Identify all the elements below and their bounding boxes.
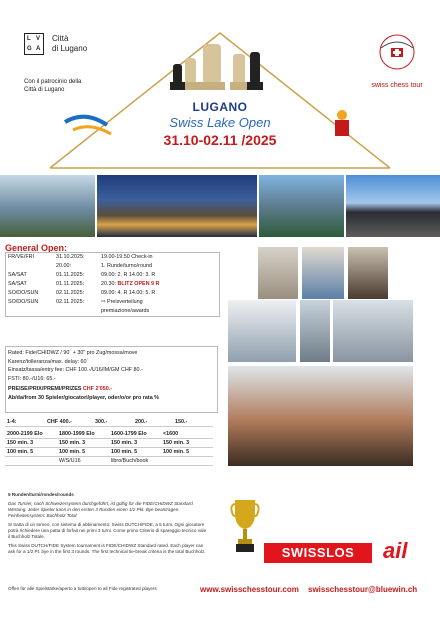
ail-logo: ail <box>383 538 408 563</box>
tour-logo-icon <box>367 30 427 80</box>
schedule-row: SA/SAT 01.11.2025: 09.00: 2. R 14.00: 3. R <box>8 272 156 278</box>
hall-photo <box>228 300 296 362</box>
table-row: W/S/U16 libro/Buch/book <box>5 457 218 466</box>
prize-table <box>5 418 218 466</box>
hall-photo <box>300 300 330 362</box>
chess-pieces-icon <box>170 44 263 90</box>
general-open-heading: General Open: <box>5 243 68 253</box>
terrace-photo <box>0 175 95 237</box>
schedule-table <box>5 252 220 317</box>
event-city: LUGANO <box>192 100 248 114</box>
schedule-row: FR/VE/FRI 31.10.2025: 19.00-19.50 Check-in <box>8 254 153 260</box>
tournament-rules <box>8 492 208 558</box>
email-link[interactable]: swisschesstour@bluewin.ch <box>308 585 418 594</box>
website-link[interactable]: www.swisschesstour.com <box>200 585 299 594</box>
schedule-row: SA/SAT 01.11.2025: 20.30: BLITZ OPEN 9 R <box>8 281 160 287</box>
schedule-row: SO/DO/SUN 02.11.2025: 09.00: 4. R 14.00: 5. R <box>8 290 156 296</box>
event-name: Swiss Lake Open <box>169 115 271 130</box>
table-row: 150 min. 3 150 min. 3 150 min. 3 150 min. 3 <box>5 439 218 448</box>
building-photo <box>346 175 440 237</box>
hall-photo <box>333 300 413 362</box>
lugano-photo-strip <box>0 175 440 237</box>
open-to-all-note: Offen für alle Spielstärke/aperto a tutti/open to all Fide registrated players <box>8 586 157 591</box>
player-photo <box>258 247 298 299</box>
swisslos-logo: SWISSLOS <box>264 543 372 563</box>
logo-letter: V <box>36 36 41 42</box>
prize-subtitle: Ab/da/from 30 Spieler/giocatori/player, oder/o/or pro rata % <box>8 394 159 401</box>
schedule-row: SO/DO/SUN 02.11.2025: ⇨ Preisverteilung <box>8 299 143 305</box>
event-dates: 31.10-02.11 /2025 <box>163 132 277 148</box>
logo-letter: A <box>36 46 41 52</box>
city-name: Città di Lugano <box>52 34 88 53</box>
table-row: 2000-2199 Elo 1800-1999 Elo 1600-1799 Elo <1600 <box>5 430 218 439</box>
swiss-chess-tour-logo: swiss chess tour <box>367 30 427 89</box>
rules-italian: Si tratta di un torneo, con sistema di abbinamento: Swiss DUTCH/FIDE, a 5 turni. Ogni giocatore potrà richiedere una patta di forfait nei primi 3 turni. Come primo Criterio di spareggio tecnico vale il Buchholz Totale. <box>8 522 207 539</box>
schedule-row: premiazione/awards <box>101 308 150 314</box>
prize-title: PREISE/PRIX/PREMI/PRIZES CHF 2'050.- <box>8 386 113 392</box>
player-photo <box>348 247 388 299</box>
logo-letter: G <box>27 46 32 52</box>
blitz-highlight: BLITZ OPEN 9 R <box>117 281 160 287</box>
mountain-lake-photo <box>259 175 344 237</box>
table-row: 100 min. 5 100 min. 5 100 min. 5 100 min. 5 <box>5 448 218 457</box>
rules-english: This Swiss DUTCH/FIDE System tournament is FIDE/CHIDWZ Standard rated. Each player can ask for a 1/2 Pt. bye in the first 3 rounds. The first technical tie-break criteria is the total Buchholz. <box>8 543 206 554</box>
patronage-text: Con il patrocinio della Città di Lugano <box>24 79 82 93</box>
schedule-row: 20.00: 1. Runde/turno/round <box>56 263 152 269</box>
rating-info-box: Rated: Fide/CHIDWZ / 90´ + 30" pro Zug/mossa/move Karenz/tolleranza/max. delay: 60´ Einsatz/tassa/entry fee: CHF 100.-/U16/IM/GM CHF 80.- FSTI: 80.-/U16: 65.- PREISE/PRIX/PREMI/PRIZES CHF 2'050.- Ab/da/from 30 Spieler/giocatori/player, oder/o/or pro rata % <box>5 346 218 413</box>
trophy-icon <box>230 495 260 555</box>
table-row: 1-4: CHF 400.- 300.- 200.- 150.- <box>5 418 218 427</box>
city-logo <box>24 33 44 55</box>
players-match-photo <box>228 366 413 466</box>
logo-letter: L <box>27 36 31 42</box>
player-photo <box>302 247 344 299</box>
lake-night-photo <box>97 175 257 237</box>
rules-title: 5 Runden/turni/rondes/rounds <box>8 492 74 497</box>
rules-german: Das Turnier, nach Schweizersystem durchgeführt, ist gültig für die FIDE/CHIDWZ Standard Wertung. Jeder Spieler kann in den ersten 3 Runden einen 1/2 Pkt. Bye beantragen. Feinheitensystem: Buchholz Total <box>8 501 193 518</box>
